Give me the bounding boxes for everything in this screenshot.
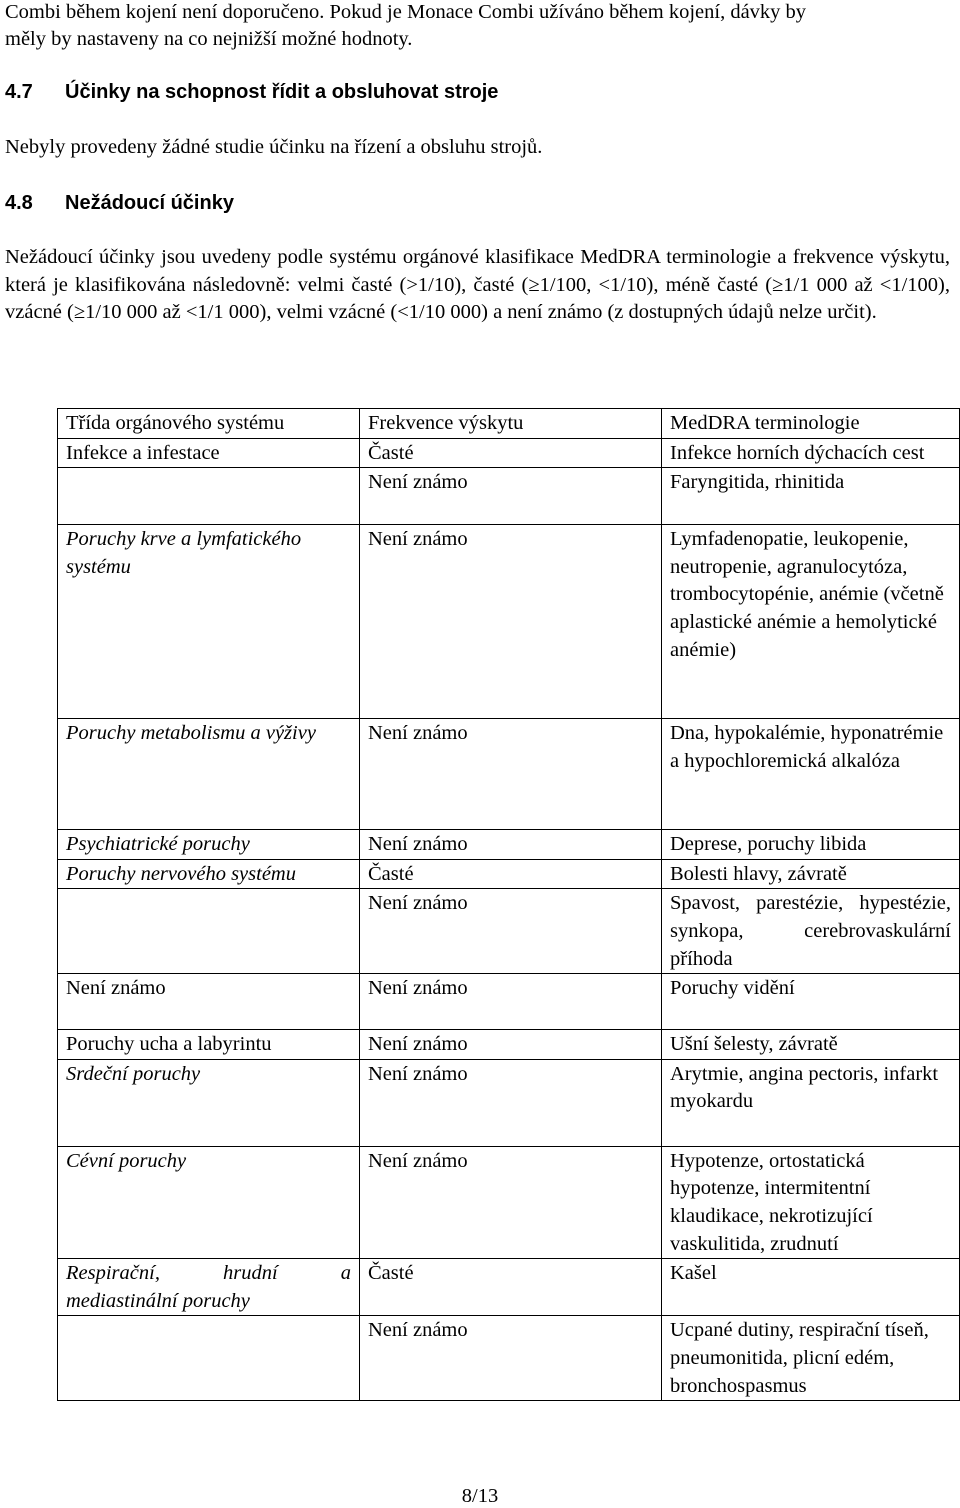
organ-cell [58, 468, 360, 525]
table-row [58, 974, 960, 1030]
frequency-cell: Není známo [360, 468, 662, 525]
section-title: Nežádoucí účinky [65, 192, 234, 214]
organ-cell: Infekce a infestace [58, 438, 360, 468]
frequency-cell: Není známo [360, 719, 662, 830]
organ-cell [58, 1316, 360, 1401]
adverse-effects-table [57, 408, 960, 1401]
term-cell: Bolesti hlavy, závratě [662, 859, 960, 889]
table-row [58, 830, 960, 860]
organ-cell: Srdeční poruchy [58, 1059, 360, 1146]
table-row [58, 525, 960, 719]
frequency-cell: Časté [360, 859, 662, 889]
section-number: 4.8 [5, 192, 33, 214]
term-cell: Kašel [662, 1259, 960, 1316]
frequency-cell: Není známo [360, 1059, 662, 1146]
frequency-cell: Není známo [360, 1146, 662, 1258]
organ-label: Poruchy metabolismu a výživy [66, 722, 316, 745]
table-row [58, 889, 960, 974]
section-4-7-heading [5, 80, 498, 104]
organ-cell: Respirační, hrudní a mediastinální poruchy [58, 1259, 360, 1316]
section-4-8-heading [5, 191, 234, 215]
frequency-cell: Není známo [360, 830, 662, 860]
organ-cell: Psychiatrické poruchy [58, 830, 360, 860]
section-title: Účinky na schopnost řídit a obsluhovat stroje [65, 81, 499, 103]
term-cell: Ucpané dutiny, respirační tíseň, pneumonitida, plicní edém, bronchospasmus [662, 1316, 960, 1401]
term-cell: Infekce horních dýchacích cest [662, 438, 960, 468]
header-organ-class: Třída orgánového systému [58, 409, 360, 439]
term-cell: Ušní šelesty, závratě [662, 1030, 960, 1060]
table-row [58, 1259, 960, 1316]
organ-cell: Cévní poruchy [58, 1146, 360, 1258]
term-cell: Arytmie, angina pectoris, infarkt myokardu [662, 1059, 960, 1146]
frequency-cell: Časté [360, 438, 662, 468]
term-cell: Deprese, poruchy libida [662, 830, 960, 860]
term-cell: Lymfadenopatie, leukopenie, neutropenie, agranulocytóza, trombocytopénie, anémie (včetně aplastické anémie a hemolytické anémie) [662, 525, 960, 719]
organ-cell: Poruchy krve a lymfatického systému [58, 525, 360, 719]
table-row [58, 719, 960, 830]
frequency-cell: Není známo [360, 889, 662, 974]
term-cell: Hypotenze, ortostatická hypotenze, intermitentní klaudikace, nekrotizující vaskulitida, zrudnutí [662, 1146, 960, 1258]
page-number: 8/13 [461, 1485, 499, 1507]
header-frequency: Frekvence výskytu [360, 409, 662, 439]
frequency-cell: Časté [360, 1259, 662, 1316]
header-meddra-term: MedDRA terminologie [662, 409, 960, 439]
organ-cell: Poruchy nervového systému [58, 859, 360, 889]
term-cell: Spavost, parestézie, hypestézie, synkopa, cerebrovaskulární příhoda [662, 889, 960, 974]
organ-cell: Není známo [58, 974, 360, 1030]
frequency-cell: Není známo [360, 525, 662, 719]
frequency-cell: Není známo [360, 1316, 662, 1401]
organ-cell: Poruchy ucha a labyrintu [58, 1030, 360, 1060]
term-cell: Faryngitida, rhinitida [662, 468, 960, 525]
table-row [58, 1146, 960, 1258]
table-header-row [58, 409, 960, 439]
intro-line-2: měly by nastaveny na co nejnižší možné hodnoty. [5, 28, 413, 50]
section-number: 4.7 [5, 81, 33, 103]
organ-cell [58, 889, 360, 974]
section-4-7-text: Nebyly provedeny žádné studie účinku na řízení a obsluhu strojů. [5, 136, 543, 158]
table-row [58, 1030, 960, 1060]
table-row [58, 468, 960, 525]
frequency-cell: Není známo [360, 1030, 662, 1060]
section-4-8-text: Nežádoucí účinky jsou uvedeny podle systému orgánové klasifikace MedDRA terminologie a frekvence výskytu, která je klasifikována následovně: velmi časté (>1/10), časté (≥1/100, <1/10), méně časté (≥1/1 000 až <1/100), vzácné (≥1/10 000 až <1/1 000), velmi vzácné (<1/10 000) a není známo (z dostupných údajů nelze určit). [5, 246, 950, 323]
term-cell: Poruchy vidění [662, 974, 960, 1030]
table-row [58, 1059, 960, 1146]
intro-line-1: Combi během kojení není doporučeno. Pokud je Monace Combi užíváno během kojení, dávky by [5, 1, 807, 23]
table-row [58, 438, 960, 468]
table-row [58, 859, 960, 889]
frequency-cell: Není známo [360, 974, 662, 1030]
term-cell: Dna, hypokalémie, hyponatrémie a hypochloremická alkalóza [662, 719, 960, 830]
table-row [58, 1316, 960, 1401]
organ-cell [58, 719, 360, 830]
